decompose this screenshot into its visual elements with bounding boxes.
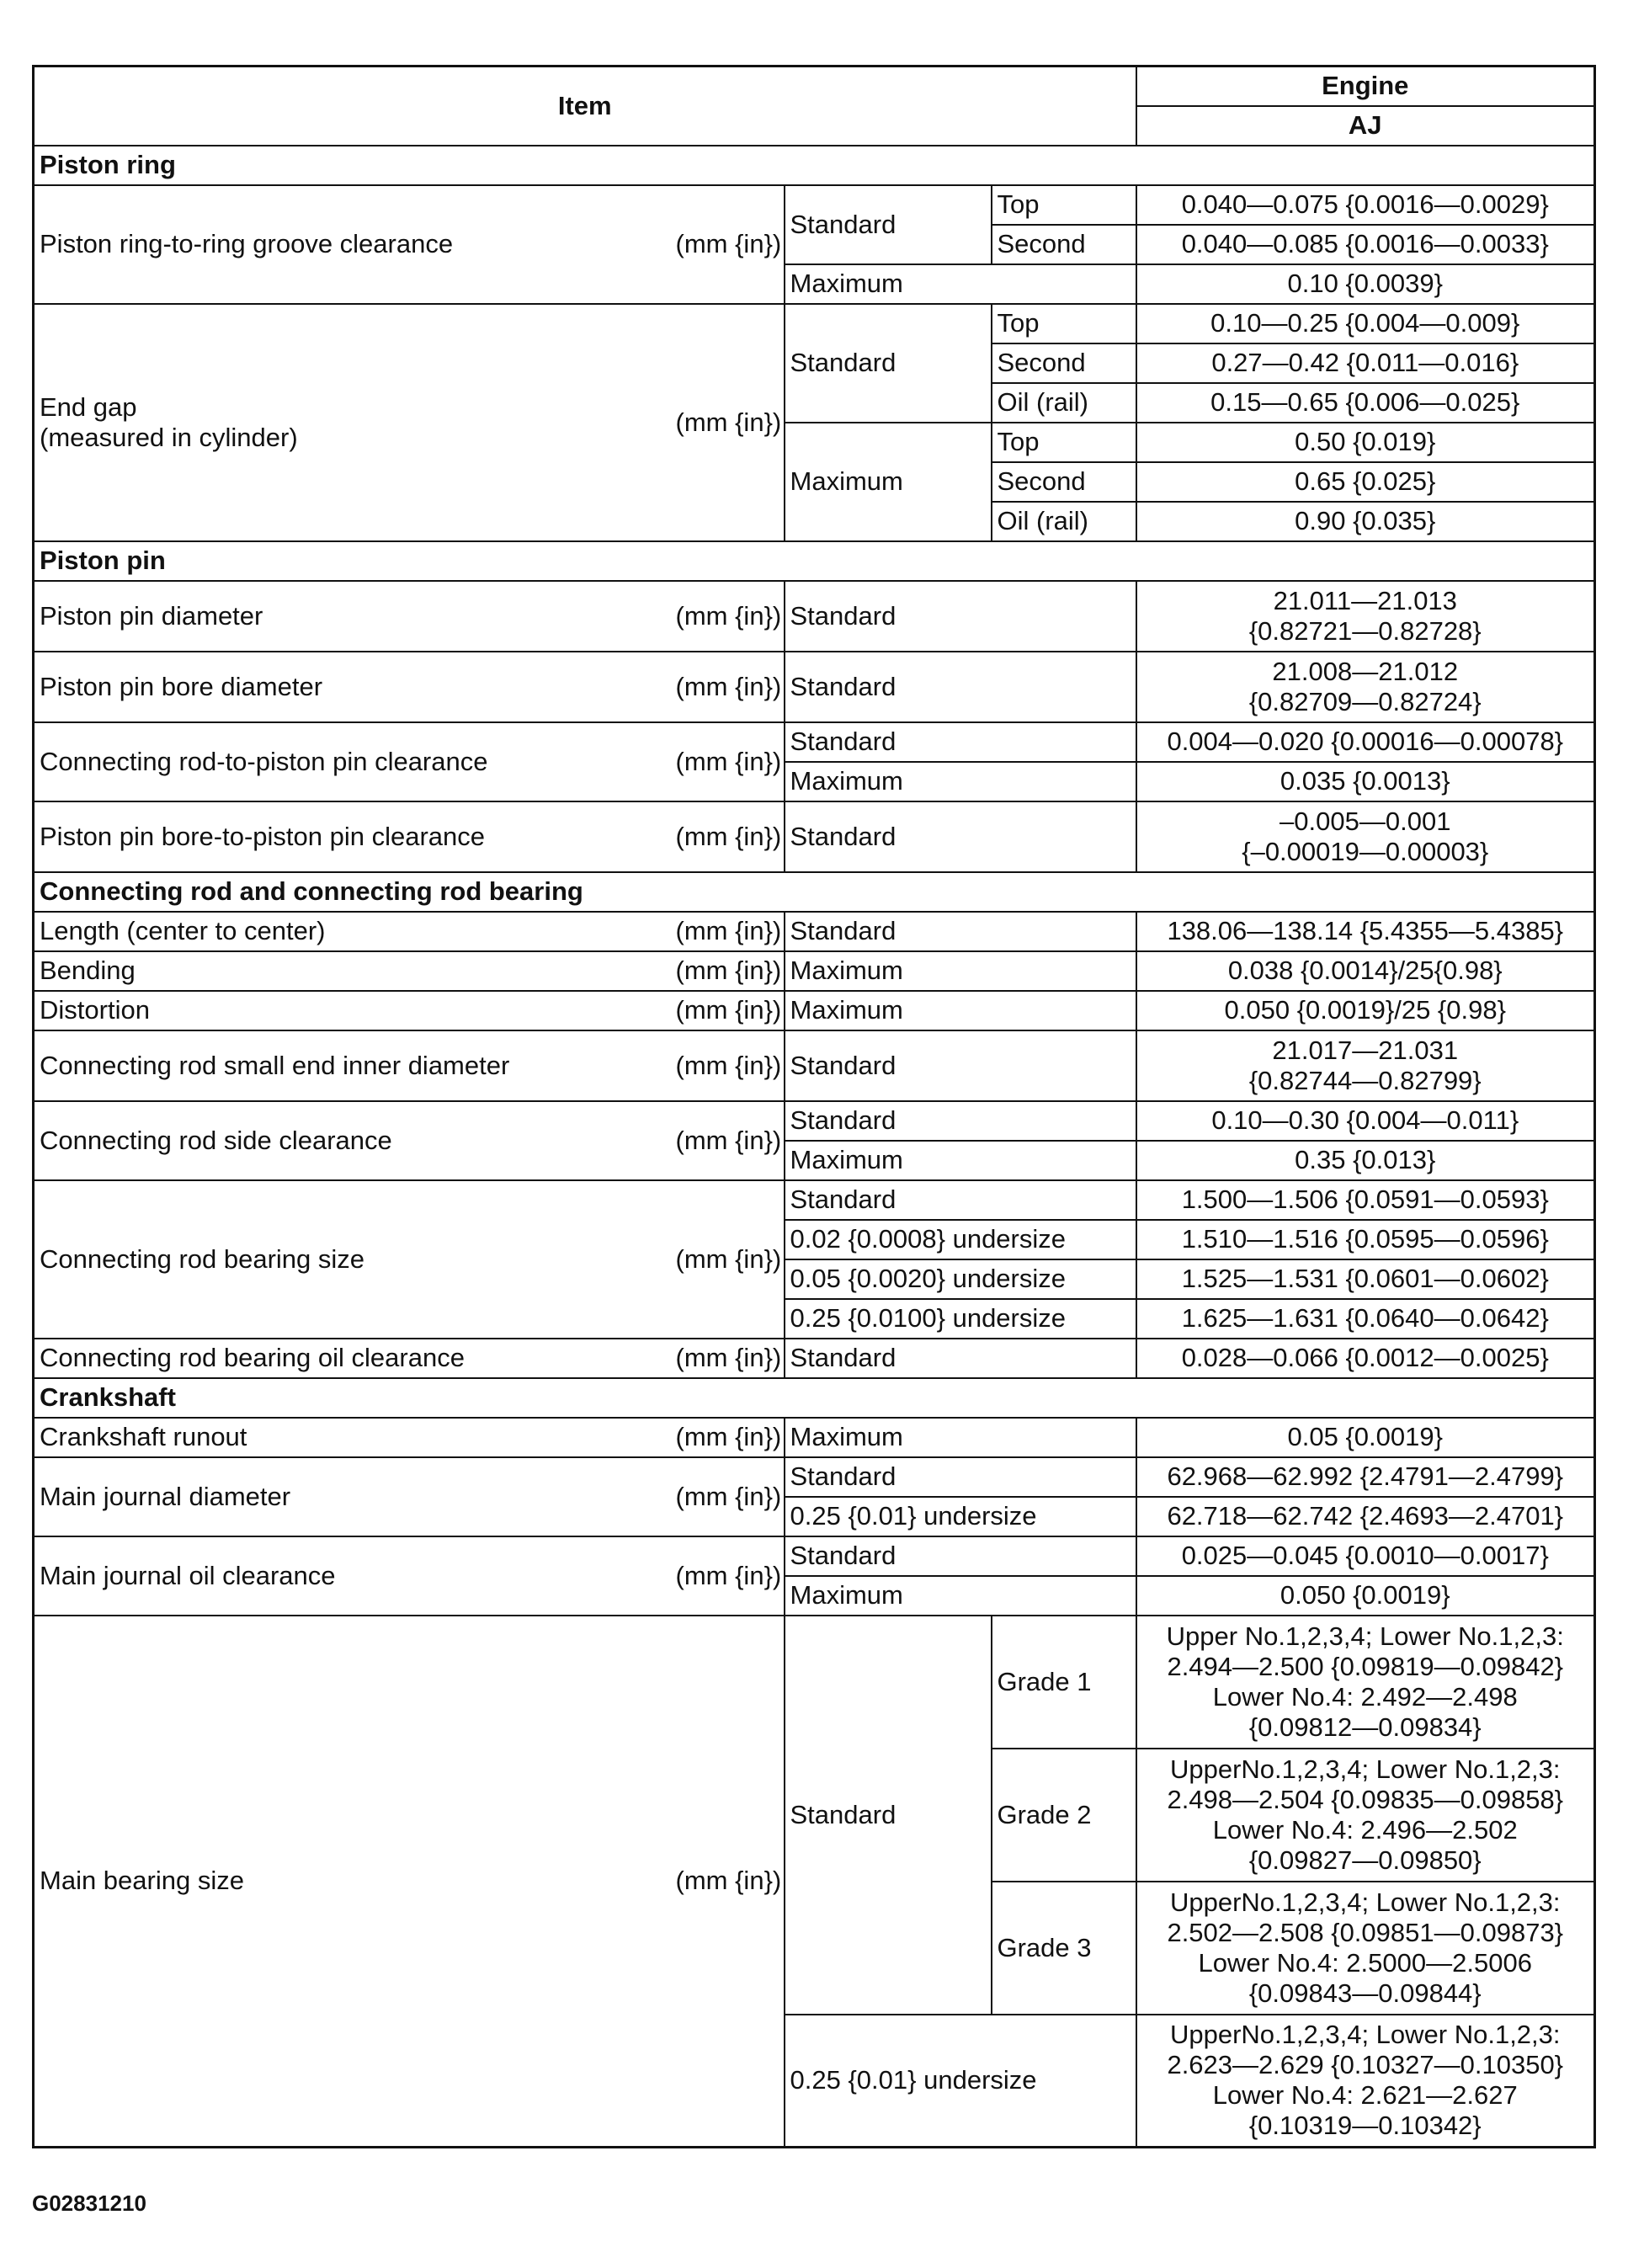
section-title: Piston pin xyxy=(34,541,1595,581)
table-row xyxy=(34,652,1595,722)
spec-value xyxy=(1136,801,1595,872)
spec-value: 0.35 {0.013} xyxy=(1136,1141,1595,1180)
spec-label: Maximum xyxy=(785,1141,1136,1180)
table-row xyxy=(34,1418,1595,1457)
spec-label: 0.25 {0.01} undersize xyxy=(785,1497,1136,1536)
sub-spec-label: Grade 2 xyxy=(992,1749,1136,1882)
unit-label: (mm {in}) xyxy=(671,1418,785,1457)
unit-label: (mm {in}) xyxy=(671,722,785,801)
spec-label: Standard xyxy=(785,1536,1136,1576)
spec-label: 0.02 {0.0008} undersize xyxy=(785,1220,1136,1259)
item-label: Main bearing size xyxy=(34,1616,671,2148)
spec-value xyxy=(1136,1749,1595,1882)
item-label-line: (measured in cylinder) xyxy=(40,422,298,452)
spec-value-line: {0.10319—0.10342} xyxy=(1248,2111,1482,2141)
spec-label: Maximum xyxy=(785,951,1136,991)
sub-spec-label: Second xyxy=(992,343,1136,383)
spec-value-line: Lower No.4: 2.5000—2.5006 xyxy=(1198,1947,1532,1978)
unit-label: (mm {in}) xyxy=(671,581,785,652)
item-label xyxy=(34,304,671,541)
spec-value-line: {0.82709—0.82724} xyxy=(1248,686,1482,716)
spec-value-line: 2.494—2.500 {0.09819—0.09842} xyxy=(1167,1651,1564,1681)
table-row xyxy=(34,991,1595,1030)
spec-value: 0.050 {0.0019} xyxy=(1136,1576,1595,1616)
figure-code: G02831210 xyxy=(32,2191,146,2216)
spec-value: 138.06—138.14 {5.4355—5.4385} xyxy=(1136,912,1595,951)
unit-label: (mm {in}) xyxy=(671,1536,785,1616)
table-row xyxy=(34,801,1595,872)
item-label: Length (center to center) xyxy=(34,912,671,951)
spec-value xyxy=(1136,652,1595,722)
spec-value: 0.10—0.25 {0.004—0.009} xyxy=(1136,304,1595,343)
item-label: Connecting rod-to-piston pin clearance xyxy=(34,722,671,801)
table-row xyxy=(34,1180,1595,1220)
item-label: Bending xyxy=(34,951,671,991)
spec-value xyxy=(1136,1030,1595,1101)
spec-value: 1.500—1.506 {0.0591—0.0593} xyxy=(1136,1180,1595,1220)
header-engine-model: AJ xyxy=(1136,106,1595,146)
spec-value: 0.05 {0.0019} xyxy=(1136,1418,1595,1457)
spec-value xyxy=(1136,2015,1595,2148)
sub-spec-label: Grade 1 xyxy=(992,1616,1136,1749)
spec-value: 0.65 {0.025} xyxy=(1136,462,1595,502)
unit-label: (mm {in}) xyxy=(671,801,785,872)
unit-label: (mm {in}) xyxy=(671,912,785,951)
item-label: Connecting rod small end inner diameter xyxy=(34,1030,671,1101)
spec-label: Standard xyxy=(785,722,1136,762)
spec-value-line: 21.017—21.031 xyxy=(1272,1035,1459,1065)
spec-value-line: {–0.00019—0.00003} xyxy=(1242,836,1489,866)
section-title: Connecting rod and connecting rod bearing xyxy=(34,872,1595,912)
spec-label: Standard xyxy=(785,581,1136,652)
spec-value: 1.525—1.531 {0.0601—0.0602} xyxy=(1136,1259,1595,1299)
spec-value-line: UpperNo.1,2,3,4; Lower No.1,2,3: xyxy=(1169,1887,1561,1917)
table-row xyxy=(34,951,1595,991)
spec-value: 0.038 {0.0014}/25{0.98} xyxy=(1136,951,1595,991)
spec-label: Standard xyxy=(785,1180,1136,1220)
spec-value xyxy=(1136,1616,1595,1749)
item-label: Main journal diameter xyxy=(34,1457,671,1536)
spec-value: 0.035 {0.0013} xyxy=(1136,762,1595,801)
unit-label: (mm {in}) xyxy=(671,185,785,304)
item-label: Connecting rod bearing oil clearance xyxy=(34,1339,671,1378)
spec-value-line: Lower No.4: 2.496—2.502 xyxy=(1212,1814,1518,1845)
spec-value: 0.050 {0.0019}/25 {0.98} xyxy=(1136,991,1595,1030)
table-row xyxy=(34,1030,1595,1101)
spec-value: 0.004—0.020 {0.00016—0.00078} xyxy=(1136,722,1595,762)
item-label: Piston pin diameter xyxy=(34,581,671,652)
unit-label: (mm {in}) xyxy=(671,991,785,1030)
table-row xyxy=(34,1339,1595,1378)
unit-label: (mm {in}) xyxy=(671,1616,785,2148)
table-row xyxy=(34,912,1595,951)
spec-value: 0.040—0.085 {0.0016—0.0033} xyxy=(1136,225,1595,264)
spec-value: 0.50 {0.019} xyxy=(1136,423,1595,462)
item-label: Piston pin bore diameter xyxy=(34,652,671,722)
spec-value: 0.10 {0.0039} xyxy=(1136,264,1595,304)
item-label: Connecting rod bearing size xyxy=(34,1180,671,1339)
spec-value-line: {0.09827—0.09850} xyxy=(1248,1845,1482,1875)
item-label: Connecting rod side clearance xyxy=(34,1101,671,1180)
spec-value xyxy=(1136,1882,1595,2015)
spec-table xyxy=(32,65,1596,2148)
spec-label: Standard xyxy=(785,1101,1136,1141)
spec-value-line: {0.82721—0.82728} xyxy=(1248,615,1482,646)
spec-value-line: Lower No.4: 2.492—2.498 xyxy=(1212,1681,1518,1712)
spec-label: Maximum xyxy=(785,1418,1136,1457)
spec-value: 1.625—1.631 {0.0640—0.0642} xyxy=(1136,1299,1595,1339)
spec-value: 0.15—0.65 {0.006—0.025} xyxy=(1136,383,1595,423)
item-label: Main journal oil clearance xyxy=(34,1536,671,1616)
spec-value-line: 2.623—2.629 {0.10327—0.10350} xyxy=(1167,2050,1564,2080)
table-row xyxy=(34,1616,1595,1749)
item-label: Crankshaft runout xyxy=(34,1418,671,1457)
spec-value: 62.718—62.742 {2.4693—2.4701} xyxy=(1136,1497,1595,1536)
sub-spec-label: Top xyxy=(992,423,1136,462)
sub-spec-label: Top xyxy=(992,185,1136,225)
spec-label: Standard xyxy=(785,1339,1136,1378)
spec-value: 1.510—1.516 {0.0595—0.0596} xyxy=(1136,1220,1595,1259)
spec-label: Standard xyxy=(785,1457,1136,1497)
table-row xyxy=(34,185,1595,225)
table-row xyxy=(34,304,1595,343)
spec-label: 0.05 {0.0020} undersize xyxy=(785,1259,1136,1299)
table-row xyxy=(34,722,1595,762)
sub-spec-label: Oil (rail) xyxy=(992,383,1136,423)
unit-label: (mm {in}) xyxy=(671,1457,785,1536)
spec-value-line: 21.011—21.013 xyxy=(1273,585,1457,615)
unit-label: (mm {in}) xyxy=(671,1030,785,1101)
unit-label: (mm {in}) xyxy=(671,1339,785,1378)
sub-spec-label: Grade 3 xyxy=(992,1882,1136,2015)
spec-label: Standard xyxy=(785,185,992,264)
item-label: Piston ring-to-ring groove clearance xyxy=(34,185,671,304)
spec-label: 0.25 {0.01} undersize xyxy=(785,2015,1136,2148)
spec-value: 0.90 {0.035} xyxy=(1136,502,1595,541)
spec-value-line: {0.82744—0.82799} xyxy=(1248,1065,1482,1095)
sub-spec-label: Second xyxy=(992,462,1136,502)
spec-value: 0.040—0.075 {0.0016—0.0029} xyxy=(1136,185,1595,225)
table-row xyxy=(34,1457,1595,1497)
unit-label: (mm {in}) xyxy=(671,304,785,541)
header-engine: Engine xyxy=(1136,67,1595,106)
unit-label: (mm {in}) xyxy=(671,1180,785,1339)
spec-value-line: UpperNo.1,2,3,4; Lower No.1,2,3: xyxy=(1169,2020,1561,2050)
spec-label: Standard xyxy=(785,304,992,423)
section-title: Piston ring xyxy=(34,146,1595,185)
spec-label: Maximum xyxy=(785,991,1136,1030)
spec-value-line: 21.008—21.012 xyxy=(1272,656,1459,686)
spec-value-line: 2.498—2.504 {0.09835—0.09858} xyxy=(1167,1784,1564,1814)
spec-label: 0.25 {0.0100} undersize xyxy=(785,1299,1136,1339)
spec-label: Standard xyxy=(785,1616,992,2015)
table-row xyxy=(34,1101,1595,1141)
sub-spec-label: Second xyxy=(992,225,1136,264)
spec-label: Maximum xyxy=(785,423,992,541)
spec-value: 0.025—0.045 {0.0010—0.0017} xyxy=(1136,1536,1595,1576)
spec-label: Standard xyxy=(785,801,1136,872)
spec-value-line: Lower No.4: 2.621—2.627 xyxy=(1212,2080,1518,2111)
spec-label: Standard xyxy=(785,912,1136,951)
spec-label: Maximum xyxy=(785,762,1136,801)
spec-value-line: {0.09843—0.09844} xyxy=(1248,1978,1482,2008)
item-label: Distortion xyxy=(34,991,671,1030)
item-label-line: End gap xyxy=(40,391,137,422)
spec-label: Maximum xyxy=(785,264,1136,304)
spec-value-line: 2.502—2.508 {0.09851—0.09873} xyxy=(1167,1917,1564,1947)
spec-value xyxy=(1136,581,1595,652)
spec-value: 0.27—0.42 {0.011—0.016} xyxy=(1136,343,1595,383)
unit-label: (mm {in}) xyxy=(671,951,785,991)
spec-value-line: {0.09812—0.09834} xyxy=(1248,1712,1482,1742)
spec-value-line: Upper No.1,2,3,4; Lower No.1,2,3: xyxy=(1166,1621,1564,1651)
sub-spec-label: Oil (rail) xyxy=(992,502,1136,541)
spec-value-line: UpperNo.1,2,3,4; Lower No.1,2,3: xyxy=(1169,1754,1561,1784)
spec-label: Standard xyxy=(785,1030,1136,1101)
spec-label: Maximum xyxy=(785,1576,1136,1616)
sub-spec-label: Top xyxy=(992,304,1136,343)
unit-label: (mm {in}) xyxy=(671,652,785,722)
spec-value: 0.028—0.066 {0.0012—0.0025} xyxy=(1136,1339,1595,1378)
spec-value-line: –0.005—0.001 xyxy=(1280,806,1451,836)
unit-label: (mm {in}) xyxy=(671,1101,785,1180)
header-item: Item xyxy=(34,67,1136,146)
section-title: Crankshaft xyxy=(34,1378,1595,1418)
spec-value: 0.10—0.30 {0.004—0.011} xyxy=(1136,1101,1595,1141)
spec-value: 62.968—62.992 {2.4791—2.4799} xyxy=(1136,1457,1595,1497)
spec-label: Standard xyxy=(785,652,1136,722)
table-row xyxy=(34,581,1595,652)
table-row xyxy=(34,1536,1595,1576)
item-label: Piston pin bore-to-piston pin clearance xyxy=(34,801,671,872)
